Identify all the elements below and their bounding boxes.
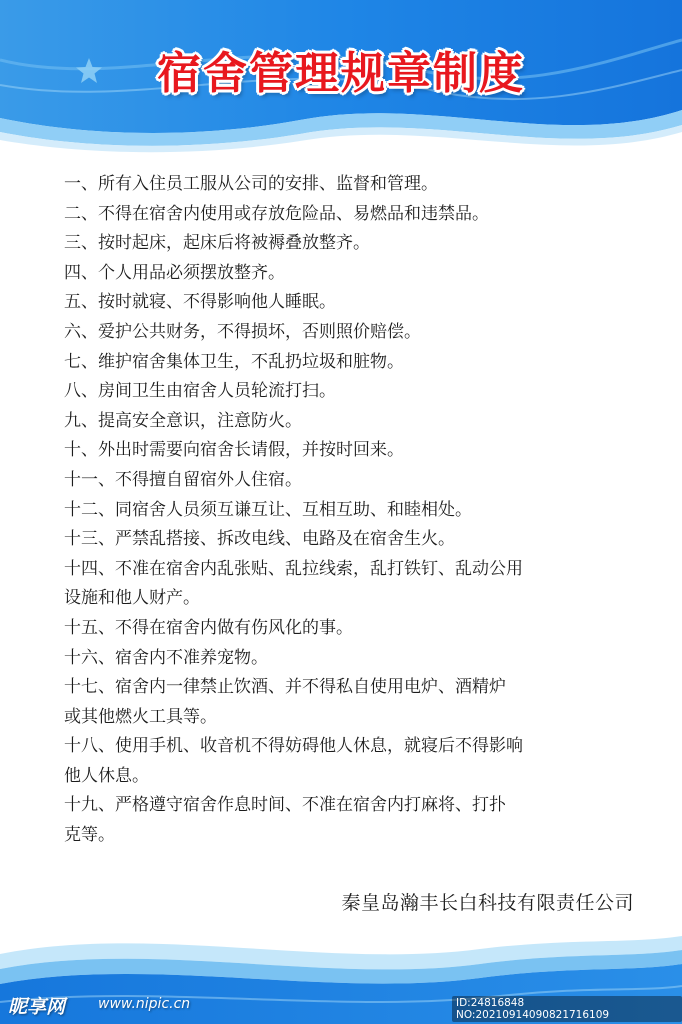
company-name: 秦皇岛瀚丰长白科技有限责任公司 (341, 892, 634, 914)
rule-item: 五、按时就寝、不得影响他人睡眠。 (64, 292, 336, 313)
rule-item: 四、个人用品必须摆放整齐。 (64, 262, 285, 283)
rule-item: 十四、不准在宿舍内乱张贴、乱拉线索，乱打铁钉、乱动公用 设施和他人财产。 (64, 558, 523, 609)
rule-item: 十六、宿舍内不准养宠物。 (64, 647, 268, 668)
rule-item: 十八、使用手机、收音机不得妨碍他人休息，就寝后不得影响 他人休息。 (64, 736, 523, 786)
rule-item: 六、爱护公共财务，不得损坏，否则照价赔偿。 (64, 321, 421, 342)
rule-item: 十、外出时需要向宿舍长请假，并按时回来。 (64, 440, 404, 461)
rule-item: 二、不得在宿舍内使用或存放危险品、易燃品和违禁品。 (64, 203, 489, 224)
rules-list (64, 170, 644, 851)
rule-item: 三、按时起床，起床后将被褥叠放整齐。 (64, 233, 370, 254)
watermark-logo: 昵享网 (8, 996, 66, 1018)
rule-item: 七、维护宿舍集体卫生，不乱扔垃圾和脏物。 (64, 351, 404, 372)
rule-item: 十五、不得在宿舍内做有伤风化的事。 (64, 617, 353, 638)
rule-item: 一、所有入住员工服从公司的安排、监督和管理。 (64, 174, 438, 194)
rule-item: 九、提高安全意识，注意防火。 (64, 410, 302, 431)
rule-item: 十一、不得擅自留宿外人住宿。 (64, 469, 302, 490)
page-title: 宿舍管理规章制度 (157, 48, 525, 99)
image-id-label: ID:24816848 NO:20210914090821716109 (452, 996, 682, 1022)
rule-item: 十三、严禁乱搭接、拆改电线、电路及在宿舍生火。 (64, 529, 455, 550)
rule-item: 八、房间卫生由宿舍人员轮流打扫。 (64, 381, 336, 402)
rule-item: 十九、严格遵守宿舍作息时间、不准在宿舍内打麻将、打扑 克等。 (64, 795, 506, 846)
rule-item: 十二、同宿舍人员须互谦互让、互相互助、和睦相处。 (64, 499, 472, 520)
rule-item: 十七、宿舍内一律禁止饮酒、并不得私自使用电炉、酒精炉 或其他燃火工具等。 (64, 677, 506, 727)
watermark-url: www.nipic.cn (98, 996, 191, 1012)
